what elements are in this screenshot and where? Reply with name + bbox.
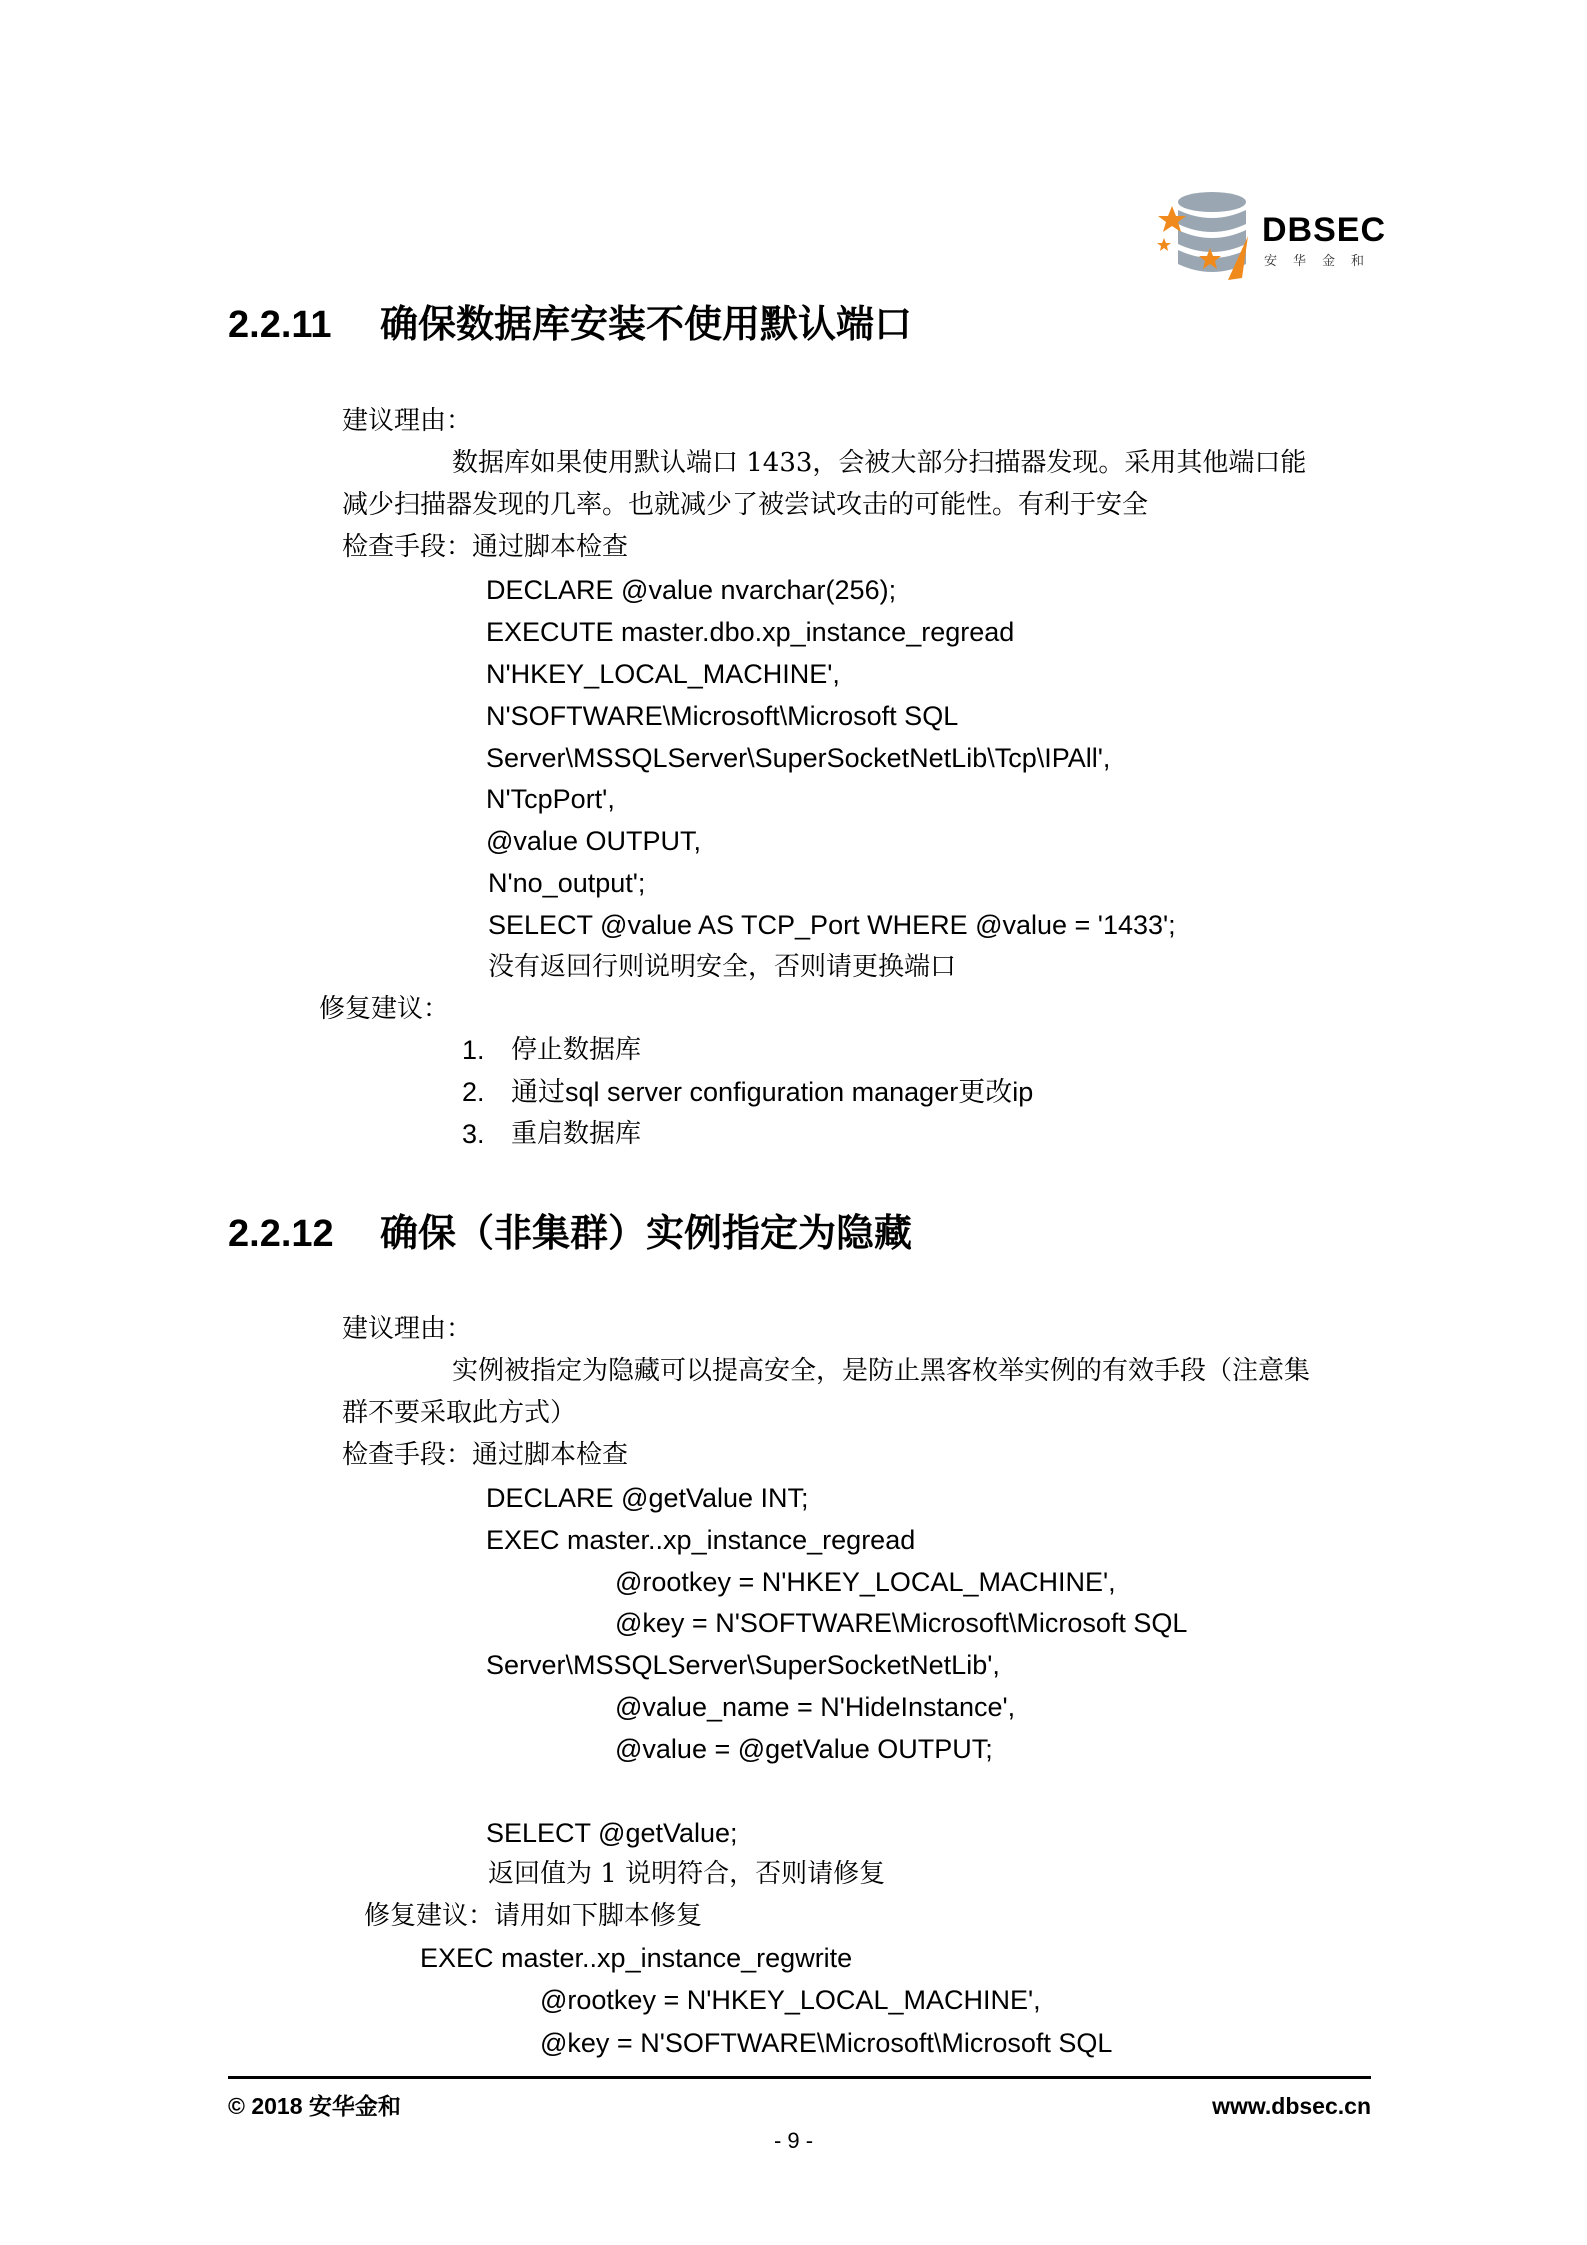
reason-text: 减少扫描器发现的几率。也就减少了被尝试攻击的可能性。有利于安全 xyxy=(342,490,1149,520)
code-line: N'TcpPort', xyxy=(486,784,615,814)
code-line: @value = @getValue OUTPUT; xyxy=(615,1734,993,1764)
code-line: EXEC master..xp_instance_regread xyxy=(486,1525,916,1555)
code-line: @value OUTPUT, xyxy=(486,826,701,856)
fix-label: 修复建议：请用如下脚本修复 xyxy=(364,1901,703,1931)
fix-step-number: 1. xyxy=(462,1035,485,1065)
fix-code-line: EXEC master..xp_instance_regwrite xyxy=(420,1943,853,1973)
footer-website: www.dbsec.cn xyxy=(1212,2093,1371,2119)
reason-label: 建议理由： xyxy=(342,1314,473,1344)
fix-step: 停止数据库 xyxy=(511,1035,642,1065)
heading-number: 2.2.12 xyxy=(228,1213,334,1255)
fix-step-number: 3. xyxy=(462,1119,485,1149)
code-line: SELECT @getValue; xyxy=(486,1818,738,1848)
code-line: DECLARE @value nvarchar(256); xyxy=(486,575,897,605)
reason-text: 实例被指定为隐藏可以提高安全，是防止黑客枚举实例的有效手段（注意集 xyxy=(452,1356,1311,1386)
fix-code-line: @rootkey = N'HKEY_LOCAL_MACHINE', xyxy=(540,1985,1041,2015)
reason-text: 群不要采取此方式） xyxy=(342,1398,577,1428)
fix-step-number: 2. xyxy=(462,1077,485,1107)
check-note: 没有返回行则说明安全，否则请更换端口 xyxy=(488,952,957,982)
logo-subtitle: 安华金和 xyxy=(1264,253,1381,268)
database-stars-icon xyxy=(1152,186,1262,286)
page-number: - 9 - xyxy=(773,2128,814,2153)
code-line: DECLARE @getValue INT; xyxy=(486,1483,809,1513)
fix-step: 通过sql server configuration manager更改ip xyxy=(511,1077,1034,1107)
fix-code-line: @key = N'SOFTWARE\Microsoft\Microsoft SQL xyxy=(540,2028,1113,2058)
code-line: N'SOFTWARE\Microsoft\Microsoft SQL xyxy=(486,701,959,731)
code-line: @key = N'SOFTWARE\Microsoft\Microsoft SQL xyxy=(615,1608,1188,1638)
heading-number: 2.2.11 xyxy=(228,304,332,346)
code-line: Server\MSSQLServer\SuperSocketNetLib', xyxy=(486,1650,1000,1680)
fix-step: 重启数据库 xyxy=(511,1119,642,1149)
heading-title: 确保（非集群）实例指定为隐藏 xyxy=(380,1213,913,1255)
fix-label: 修复建议： xyxy=(319,994,450,1024)
footer-divider xyxy=(228,2076,1371,2079)
code-line: N'no_output'; xyxy=(488,868,646,898)
logo-text: DBSEC xyxy=(1262,211,1387,249)
section-heading-2-2-11 xyxy=(228,302,912,348)
section-heading-2-2-12 xyxy=(228,1211,912,1257)
check-note: 返回值为 1 说明符合，否则请修复 xyxy=(488,1859,886,1889)
footer-copyright: © 2018 安华金和 xyxy=(228,2093,401,2119)
code-line: N'HKEY_LOCAL_MACHINE', xyxy=(486,659,840,689)
code-line: @rootkey = N'HKEY_LOCAL_MACHINE', xyxy=(615,1567,1116,1597)
reason-label: 建议理由： xyxy=(342,406,473,436)
code-line: EXECUTE master.dbo.xp_instance_regread xyxy=(486,617,1015,647)
heading-title: 确保数据库安装不使用默认端口 xyxy=(380,304,913,346)
check-label: 检查手段：通过脚本检查 xyxy=(342,532,629,562)
check-label: 检查手段：通过脚本检查 xyxy=(342,1440,629,1470)
code-line: Server\MSSQLServer\SuperSocketNetLib\Tcp\IPAll', xyxy=(486,743,1111,773)
code-line: SELECT @value AS TCP_Port WHERE @value = '1433'; xyxy=(488,910,1176,940)
reason-text: 数据库如果使用默认端口 1433，会被大部分扫描器发现。采用其他端口能 xyxy=(452,448,1307,478)
code-line: @value_name = N'HideInstance', xyxy=(615,1692,1016,1722)
